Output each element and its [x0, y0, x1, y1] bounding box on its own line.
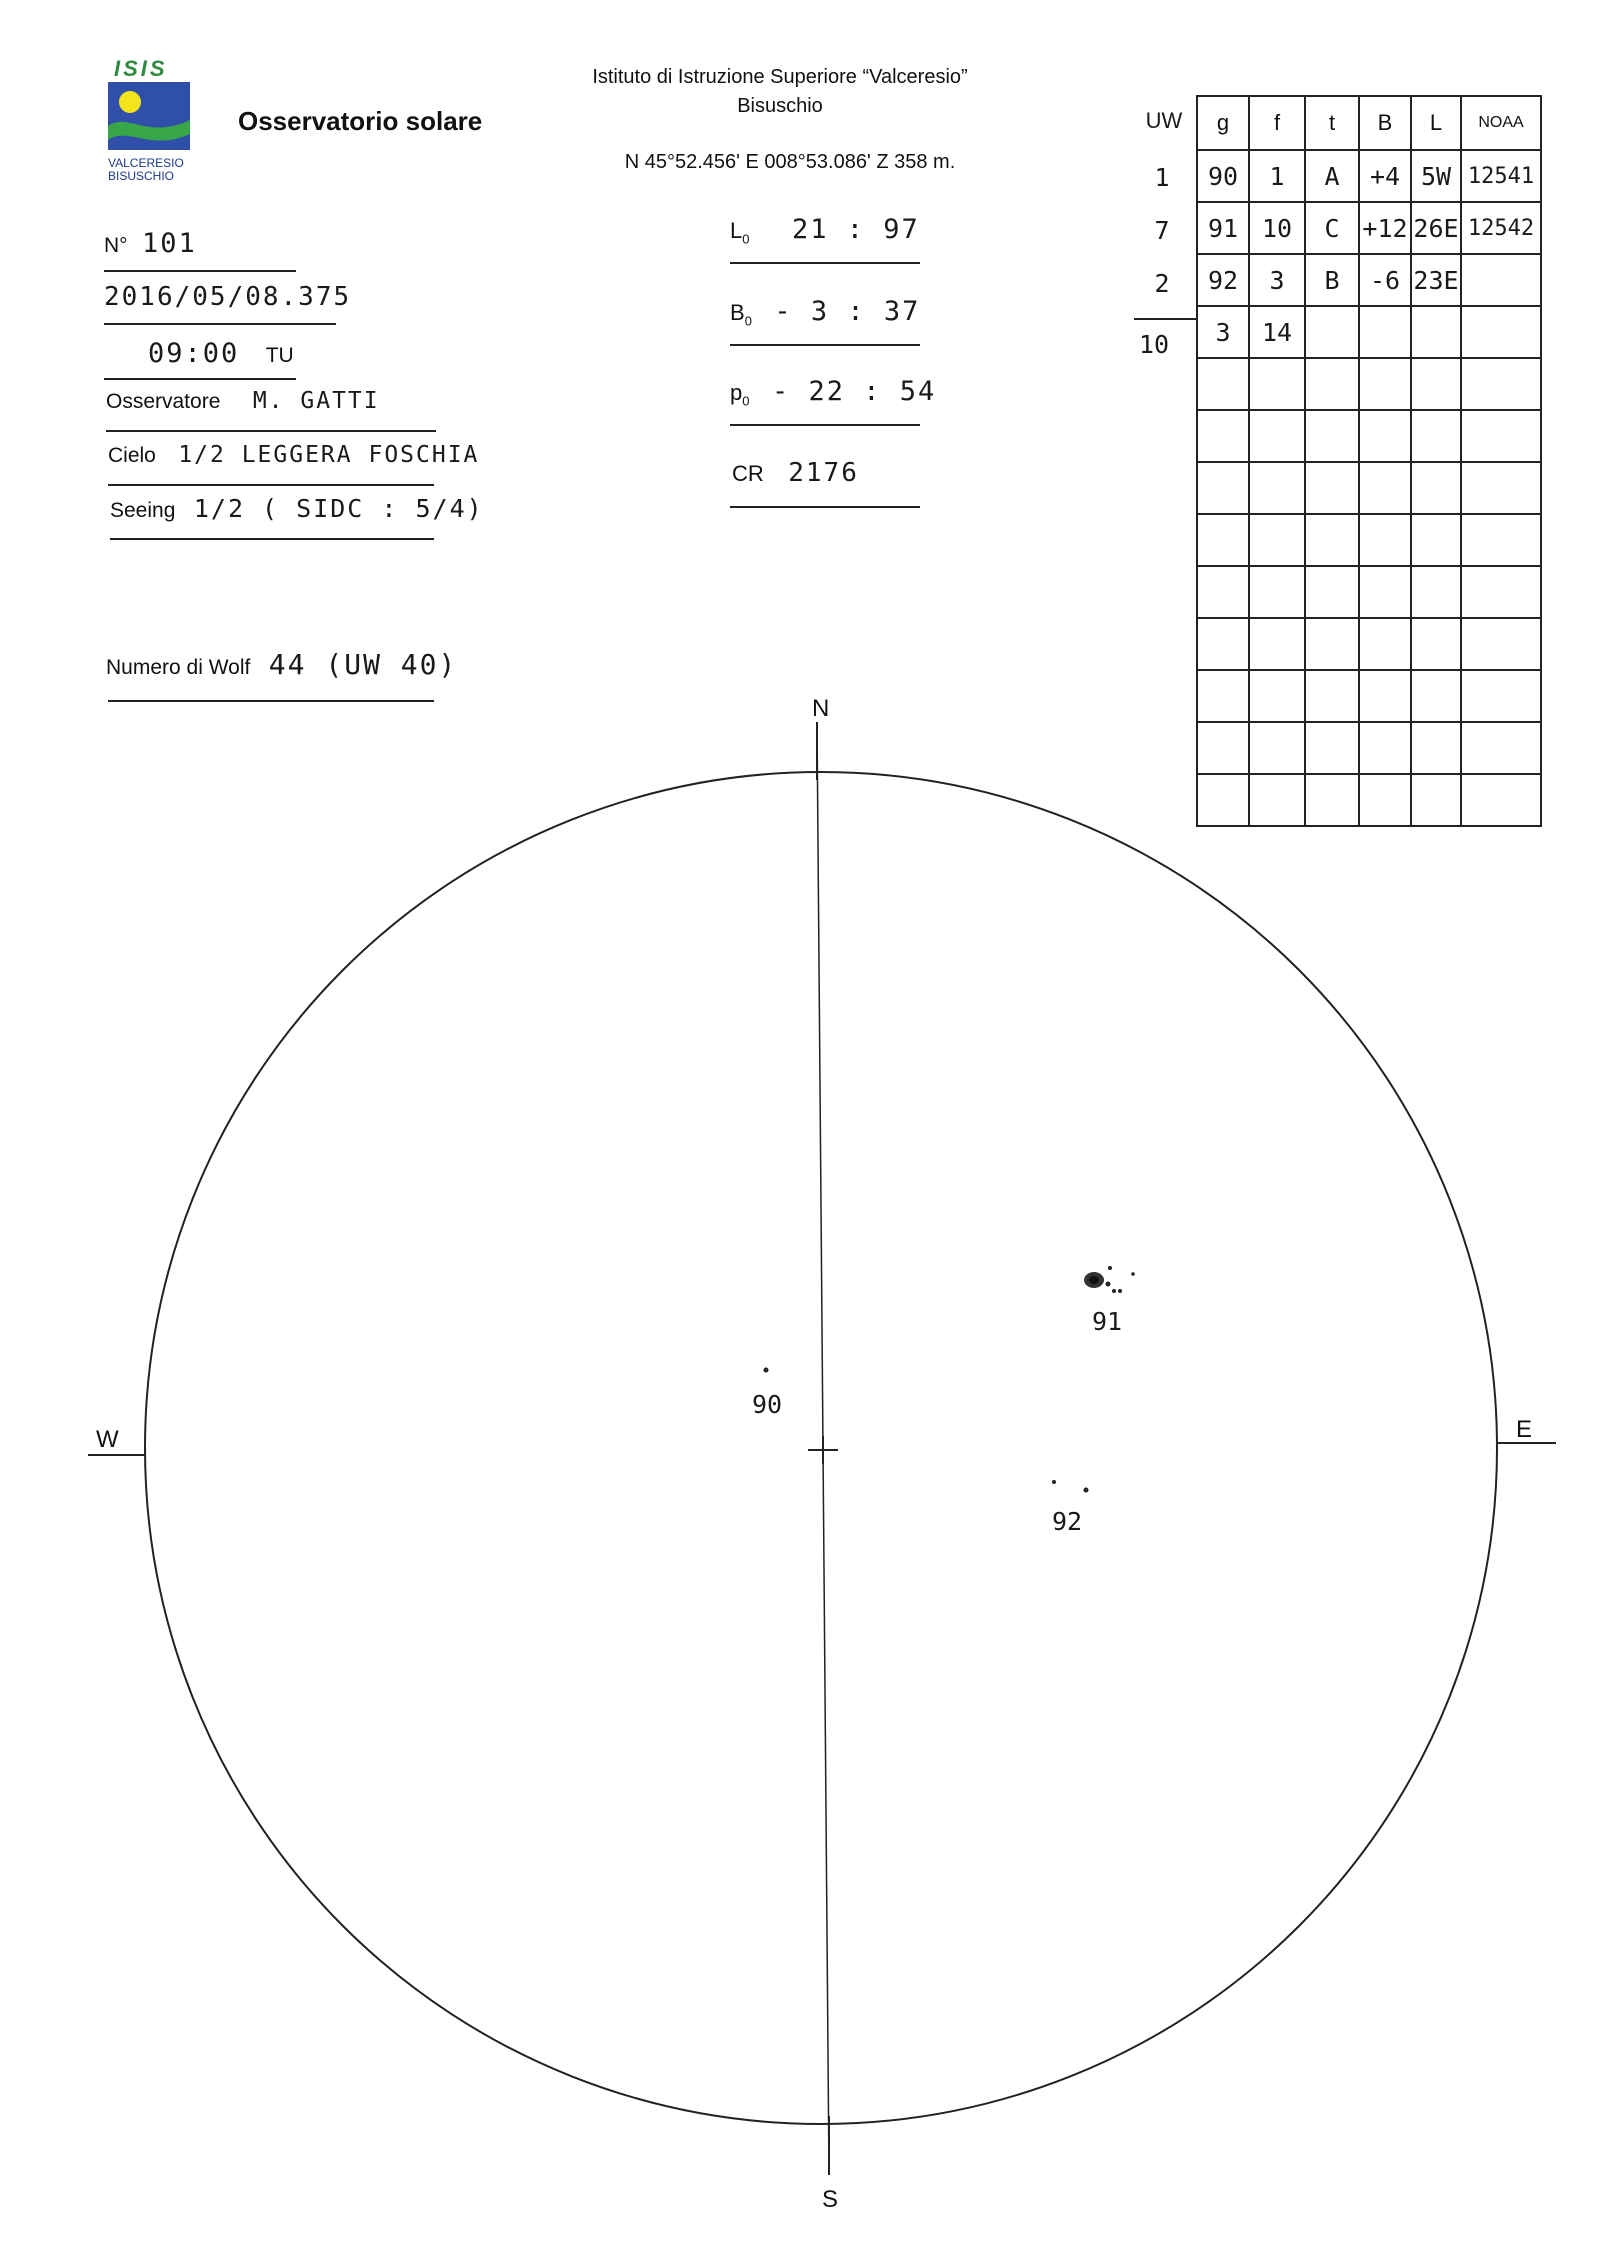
table-cell-l: 5W — [1411, 150, 1461, 202]
table-cell-g — [1197, 410, 1249, 462]
institute-name: Istituto di Istruzione Superiore “Valceresio” — [592, 66, 968, 88]
isis-logo — [108, 56, 218, 186]
table-cell-l — [1411, 670, 1461, 722]
table-cell-t — [1305, 566, 1359, 618]
table-cell-g: 91 — [1197, 202, 1249, 254]
table-cell-noaa — [1461, 358, 1541, 410]
table-cell-g: 3 — [1197, 306, 1249, 358]
table-cell-l — [1411, 618, 1461, 670]
sunspot-group-label-91: 91 — [1092, 1307, 1123, 1336]
table-header-row — [1197, 96, 1541, 150]
observer-row — [106, 388, 380, 414]
table-cell-noaa: 12541 — [1461, 150, 1541, 202]
wolf-number-row — [106, 648, 457, 681]
sunspot-group-label-90: 90 — [752, 1390, 783, 1419]
sky-label: Cielo — [108, 444, 156, 467]
sky-rule — [108, 484, 434, 486]
sunspot-groups-table — [1196, 95, 1542, 827]
table-cell-noaa — [1461, 618, 1541, 670]
table-row — [1197, 566, 1541, 618]
south-label: S — [822, 2186, 839, 2213]
wolf-number-value: 44 (UW 40) — [268, 648, 458, 681]
table-cell-b — [1359, 566, 1411, 618]
table-cell-g — [1197, 618, 1249, 670]
observatory-title: Osservatorio solare — [238, 106, 483, 136]
observer-name: M. GATTI — [252, 388, 380, 414]
table-cell-f — [1249, 462, 1305, 514]
table-cell-b — [1359, 410, 1411, 462]
institute-city: Bisuschio — [737, 95, 823, 117]
record-number-value: 101 — [142, 228, 197, 259]
column-header-noaa: NOAA — [1461, 96, 1541, 150]
ephemeris-cr-label: CR — [732, 461, 764, 486]
table-cell-l — [1411, 774, 1461, 826]
table-cell-noaa — [1461, 514, 1541, 566]
uw-header: UW — [1145, 108, 1183, 133]
table-cell-g — [1197, 722, 1249, 774]
table-cell-g — [1197, 358, 1249, 410]
column-header-t: t — [1305, 96, 1359, 150]
ephemeris-l0-value: 21 : 97 — [791, 214, 920, 245]
uw-value-row-2: 7 — [1154, 216, 1170, 245]
table-cell-noaa — [1461, 670, 1541, 722]
wolf-number-label: Numero di Wolf — [106, 656, 251, 679]
table-cell-f — [1249, 670, 1305, 722]
table-cell-t: B — [1305, 254, 1359, 306]
table-cell-g: 90 — [1197, 150, 1249, 202]
table-cell-l — [1411, 410, 1461, 462]
table-cell-t — [1305, 774, 1359, 826]
table-cell-f — [1249, 722, 1305, 774]
table-row — [1197, 410, 1541, 462]
sunspot-group-90 — [764, 1368, 769, 1373]
column-header-l: L — [1411, 96, 1461, 150]
east-label: E — [1516, 1416, 1533, 1443]
logo-sun-wave-icon — [108, 82, 190, 150]
ephemeris-l0-row — [730, 214, 920, 246]
ephemeris-b0-value: - 3 : 37 — [774, 296, 921, 327]
table-cell-f — [1249, 514, 1305, 566]
ephemeris-l0-rule — [730, 262, 920, 264]
table-cell-b — [1359, 722, 1411, 774]
table-cell-f: 10 — [1249, 202, 1305, 254]
ephemeris-l0-label: $L_0$ — [730, 218, 750, 247]
table-cell-noaa — [1461, 722, 1541, 774]
date-rule — [104, 323, 336, 325]
table-cell-f — [1249, 358, 1305, 410]
table-cell-l: 26E — [1411, 202, 1461, 254]
table-cell-f: 14 — [1249, 306, 1305, 358]
table-row — [1197, 514, 1541, 566]
table-cell-f — [1249, 410, 1305, 462]
seeing-rule — [110, 538, 434, 540]
ephemeris-b0-label: $B_0$ — [730, 300, 752, 329]
table-cell-t: C — [1305, 202, 1359, 254]
table-row — [1197, 618, 1541, 670]
table-cell-t: A — [1305, 150, 1359, 202]
seeing-label: Seeing — [110, 499, 176, 522]
uw-total-rule — [1134, 318, 1196, 320]
seeing-value: 1/2 ( SIDC : 5/4) — [193, 494, 484, 523]
table-cell-b — [1359, 358, 1411, 410]
table-row — [1197, 670, 1541, 722]
table-cell-l — [1411, 358, 1461, 410]
table-row — [1197, 462, 1541, 514]
table-cell-g — [1197, 462, 1249, 514]
uw-value-row-3: 2 — [1154, 269, 1170, 298]
table-row — [1197, 358, 1541, 410]
table-cell-l — [1411, 306, 1461, 358]
table-cell-noaa — [1461, 774, 1541, 826]
sky-condition: 1/2 LEGGERA FOSCHIA — [178, 442, 480, 468]
table-cell-l: 23E — [1411, 254, 1461, 306]
table-cell-t — [1305, 618, 1359, 670]
table-cell-noaa — [1461, 462, 1541, 514]
time-unit: TU — [265, 344, 294, 367]
table-cell-noaa: 12542 — [1461, 202, 1541, 254]
ephemeris-p0-row — [730, 376, 936, 408]
ephemeris-p0-label: $p_0$ — [730, 380, 750, 409]
sunspot-group-91 — [1084, 1266, 1135, 1293]
column-header-f: f — [1249, 96, 1305, 150]
table-cell-t — [1305, 462, 1359, 514]
column-header-b: B — [1359, 96, 1411, 150]
table-cell-b — [1359, 618, 1411, 670]
table-cell-g: 92 — [1197, 254, 1249, 306]
table-cell-g — [1197, 774, 1249, 826]
uw-total: 10 — [1138, 330, 1170, 359]
table-cell-f — [1249, 618, 1305, 670]
sky-row — [108, 442, 479, 468]
ephemeris-cr-rule — [730, 506, 920, 508]
west-label: W — [96, 1426, 119, 1453]
table-cell-l — [1411, 462, 1461, 514]
table-cell-noaa — [1461, 306, 1541, 358]
observer-rule — [106, 430, 436, 432]
wolf-number-rule — [108, 700, 434, 702]
table-row — [1197, 774, 1541, 826]
record-number-row — [104, 228, 197, 259]
observatory-coordinates: N 45°52.456' E 008°53.086' Z 358 m. — [624, 151, 956, 173]
table-cell-b — [1359, 670, 1411, 722]
table-cell-b — [1359, 514, 1411, 566]
ephemeris-b0-row — [730, 296, 920, 328]
table-cell-f: 3 — [1249, 254, 1305, 306]
table-cell-t — [1305, 358, 1359, 410]
table-cell-noaa — [1461, 410, 1541, 462]
observation-time: 09:00 — [148, 338, 240, 369]
column-header-g: g — [1197, 96, 1249, 150]
table-cell-t — [1305, 306, 1359, 358]
ephemeris-p0-value: - 22 : 54 — [771, 376, 937, 407]
table-cell-l — [1411, 566, 1461, 618]
table-cell-f — [1249, 566, 1305, 618]
table-row — [1197, 254, 1541, 306]
ephemeris-b0-rule — [730, 344, 920, 346]
table-cell-t — [1305, 670, 1359, 722]
table-cell-noaa — [1461, 254, 1541, 306]
table-cell-t — [1305, 722, 1359, 774]
table-cell-b: +4 — [1359, 150, 1411, 202]
table-cell-noaa — [1461, 566, 1541, 618]
table-cell-b — [1359, 462, 1411, 514]
sunspot-group-92 — [1052, 1480, 1089, 1493]
record-number-rule — [104, 270, 296, 272]
seeing-row — [110, 494, 484, 523]
north-label: N — [812, 695, 830, 722]
ephemeris-cr-row — [732, 458, 859, 488]
table-cell-t — [1305, 410, 1359, 462]
table-cell-l — [1411, 514, 1461, 566]
logo-wordmark: ISIS — [114, 56, 168, 81]
table-cell-g — [1197, 514, 1249, 566]
table-row — [1197, 150, 1541, 202]
uw-value-row-1: 1 — [1154, 163, 1170, 192]
record-number-label: N° — [104, 234, 128, 257]
table-row — [1197, 202, 1541, 254]
table-cell-b: -6 — [1359, 254, 1411, 306]
table-cell-g — [1197, 566, 1249, 618]
table-cell-b: +12 — [1359, 202, 1411, 254]
solar-disk-outline — [145, 772, 1497, 2124]
table-row — [1197, 722, 1541, 774]
table-cell-b — [1359, 774, 1411, 826]
table-cell-f — [1249, 774, 1305, 826]
sunspot-group-label-92: 92 — [1052, 1507, 1083, 1536]
observer-label: Osservatore — [106, 390, 221, 413]
time-rule — [104, 378, 296, 380]
logo-caption-valceresio: VALCERESIO — [108, 156, 184, 170]
table-row — [1197, 306, 1541, 358]
observation-time-row — [148, 338, 294, 369]
table-cell-t — [1305, 514, 1359, 566]
logo-caption-bisuschio: BISUSCHIO — [108, 169, 175, 183]
table-cell-l — [1411, 722, 1461, 774]
ephemeris-cr-value: 2176 — [788, 458, 859, 488]
table-cell-g — [1197, 670, 1249, 722]
observation-date: 2016/05/08.375 — [104, 282, 352, 312]
table-cell-b — [1359, 306, 1411, 358]
ephemeris-p0-rule — [730, 424, 920, 426]
table-cell-f: 1 — [1249, 150, 1305, 202]
